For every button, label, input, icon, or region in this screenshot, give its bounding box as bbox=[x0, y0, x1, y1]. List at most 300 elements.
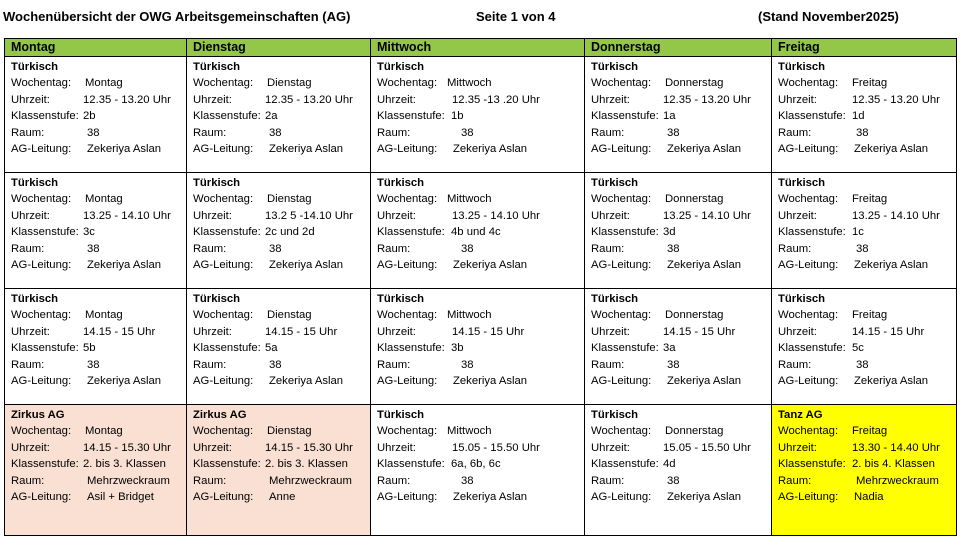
field-label: Wochentag: bbox=[193, 77, 254, 90]
ag-line-raum bbox=[778, 473, 956, 489]
ag-line-zeit bbox=[591, 208, 771, 224]
field-value: 1b bbox=[451, 110, 464, 123]
field-value: 2. bis 3. Klassen bbox=[265, 458, 348, 471]
ag-line-klasse bbox=[778, 456, 956, 472]
field-label: Uhrzeit: bbox=[193, 325, 232, 338]
field-value: 38 bbox=[461, 474, 474, 487]
ag-cell-dienstag bbox=[187, 405, 371, 536]
ag-line-raum bbox=[778, 357, 956, 373]
ag-line-leitung bbox=[377, 141, 584, 157]
ag-line-leitung bbox=[193, 257, 370, 273]
field-label: Klassenstufe: bbox=[591, 110, 659, 123]
field-value: 38 bbox=[269, 126, 282, 139]
field-label: AG-Leitung: bbox=[778, 491, 839, 504]
field-label: Uhrzeit: bbox=[591, 441, 630, 454]
field-label: AG-Leitung: bbox=[11, 491, 72, 504]
field-label: Uhrzeit: bbox=[377, 441, 416, 454]
ag-line-klasse bbox=[193, 108, 370, 124]
schedule-table bbox=[4, 38, 957, 536]
field-value: 3a bbox=[663, 342, 676, 355]
ag-line-zeit bbox=[377, 92, 584, 108]
field-value: 2c und 2d bbox=[265, 226, 315, 239]
field-label: Wochentag: bbox=[778, 77, 839, 90]
field-label: AG-Leitung: bbox=[591, 375, 652, 388]
field-value: 38 bbox=[461, 242, 474, 255]
field-label: AG-Leitung: bbox=[377, 491, 438, 504]
ag-line-zeit bbox=[778, 440, 956, 456]
ag-name: Türkisch bbox=[778, 61, 826, 73]
ag-name: Türkisch bbox=[591, 61, 639, 73]
field-label: Wochentag: bbox=[193, 309, 254, 322]
ag-cell-freitag bbox=[772, 289, 957, 405]
field-label: Raum: bbox=[377, 358, 411, 371]
ag-line-raum bbox=[778, 241, 956, 257]
field-label: Uhrzeit: bbox=[377, 93, 416, 106]
ag-line-raum bbox=[11, 241, 186, 257]
ag-line-leitung bbox=[193, 489, 370, 505]
field-label: Uhrzeit: bbox=[193, 441, 232, 454]
field-label: Uhrzeit: bbox=[377, 209, 416, 222]
ag-cell-donnerstag bbox=[585, 405, 772, 536]
field-value: 2b bbox=[83, 110, 96, 123]
field-value: Mittwoch bbox=[447, 309, 492, 322]
field-label: Raum: bbox=[193, 358, 227, 371]
field-value: Mehrzweckraum bbox=[269, 474, 352, 487]
field-value: 38 bbox=[269, 242, 282, 255]
field-value: 13.25 - 14.10 Uhr bbox=[83, 209, 171, 222]
ag-line-zeit bbox=[778, 208, 956, 224]
ag-line-zeit bbox=[193, 324, 370, 340]
ag-line-tag bbox=[11, 423, 186, 439]
page-title: Wochenübersicht der OWG Arbeitsgemeinschaften (AG) bbox=[3, 9, 351, 24]
field-label: Raum: bbox=[591, 126, 625, 139]
field-value: Zekeriya Aslan bbox=[667, 143, 742, 156]
ag-line-raum bbox=[11, 125, 186, 141]
field-label: AG-Leitung: bbox=[193, 491, 254, 504]
ag-cell-freitag bbox=[772, 405, 957, 536]
ag-line-klasse bbox=[778, 108, 956, 124]
field-label: AG-Leitung: bbox=[591, 491, 652, 504]
field-label: Wochentag: bbox=[193, 425, 254, 438]
ag-line-leitung bbox=[778, 373, 956, 389]
status-date: (Stand November2025) bbox=[758, 9, 899, 24]
ag-line-klasse bbox=[778, 340, 956, 356]
field-label: Uhrzeit: bbox=[11, 93, 50, 106]
field-value: Zekeriya Aslan bbox=[87, 143, 162, 156]
field-value: 12.35 - 13.20 Uhr bbox=[265, 93, 353, 106]
field-value: 14.15 - 15 Uhr bbox=[265, 325, 338, 338]
field-label: Wochentag: bbox=[377, 77, 438, 90]
field-label: Klassenstufe: bbox=[193, 226, 261, 239]
field-label: Wochentag: bbox=[377, 193, 438, 206]
ag-line-klasse bbox=[591, 224, 771, 240]
field-label: Raum: bbox=[193, 474, 227, 487]
field-label: Raum: bbox=[193, 242, 227, 255]
ag-line-zeit bbox=[377, 324, 584, 340]
ag-line-tag bbox=[193, 307, 370, 323]
ag-line-zeit bbox=[193, 440, 370, 456]
ag-line-raum bbox=[11, 473, 186, 489]
field-label: Uhrzeit: bbox=[778, 325, 817, 338]
field-value: Montag bbox=[85, 425, 123, 438]
field-label: Klassenstufe: bbox=[591, 226, 659, 239]
field-value: 14.15 - 15 Uhr bbox=[663, 325, 736, 338]
field-value: Donnerstag bbox=[665, 77, 724, 90]
field-value: Zekeriya Aslan bbox=[269, 143, 344, 156]
ag-name: Türkisch bbox=[193, 61, 241, 73]
field-value: Freitag bbox=[852, 309, 888, 322]
field-value: 3d bbox=[663, 226, 676, 239]
ag-line-raum bbox=[377, 473, 584, 489]
ag-line-klasse bbox=[11, 456, 186, 472]
ag-line-tag bbox=[377, 191, 584, 207]
slot-row bbox=[5, 173, 957, 289]
day-header-freitag: Freitag bbox=[772, 39, 957, 57]
ag-line-zeit bbox=[591, 92, 771, 108]
field-label: Uhrzeit: bbox=[377, 325, 416, 338]
field-label: Raum: bbox=[591, 358, 625, 371]
ag-line-tag bbox=[193, 423, 370, 439]
slot-row bbox=[5, 405, 957, 536]
field-label: Uhrzeit: bbox=[591, 93, 630, 106]
field-value: Zekeriya Aslan bbox=[453, 491, 528, 504]
field-value: Zekeriya Aslan bbox=[667, 259, 742, 272]
field-value: 1c bbox=[852, 226, 864, 239]
field-value: Zekeriya Aslan bbox=[269, 375, 344, 388]
field-value: 12.35 - 13.20 Uhr bbox=[852, 93, 940, 106]
ag-line-raum bbox=[591, 473, 771, 489]
ag-line-zeit bbox=[11, 324, 186, 340]
field-value: Zekeriya Aslan bbox=[453, 143, 528, 156]
field-label: Raum: bbox=[778, 242, 812, 255]
ag-line-klasse bbox=[377, 340, 584, 356]
ag-line-leitung bbox=[591, 373, 771, 389]
ag-line-tag bbox=[377, 75, 584, 91]
ag-line-zeit bbox=[193, 208, 370, 224]
ag-line-tag bbox=[778, 423, 956, 439]
ag-cell-freitag bbox=[772, 57, 957, 173]
field-value: 4d bbox=[663, 458, 676, 471]
field-value: Donnerstag bbox=[665, 425, 724, 438]
ag-line-raum bbox=[193, 241, 370, 257]
field-value: 2a bbox=[265, 110, 278, 123]
field-value: 38 bbox=[856, 242, 869, 255]
day-header-row bbox=[5, 39, 957, 57]
ag-cell-dienstag bbox=[187, 289, 371, 405]
ag-name: Tanz AG bbox=[778, 409, 823, 421]
ag-line-tag bbox=[778, 75, 956, 91]
field-value: Montag bbox=[85, 77, 123, 90]
field-value: 5c bbox=[852, 342, 864, 355]
field-label: Wochentag: bbox=[11, 309, 72, 322]
field-label: Klassenstufe: bbox=[591, 458, 659, 471]
field-value: 13.30 - 14.40 Uhr bbox=[852, 441, 940, 454]
field-label: Raum: bbox=[11, 358, 45, 371]
field-label: Uhrzeit: bbox=[778, 441, 817, 454]
field-value: 14.15 - 15.30 Uhr bbox=[265, 441, 353, 454]
ag-cell-mittwoch bbox=[371, 289, 585, 405]
ag-line-leitung bbox=[778, 141, 956, 157]
ag-line-zeit bbox=[591, 324, 771, 340]
ag-name: Türkisch bbox=[193, 293, 241, 305]
field-label: Wochentag: bbox=[591, 193, 652, 206]
field-value: Freitag bbox=[852, 193, 888, 206]
ag-line-leitung bbox=[193, 373, 370, 389]
field-value: Zekeriya Aslan bbox=[87, 375, 162, 388]
field-value: 38 bbox=[87, 358, 100, 371]
field-value: 38 bbox=[87, 126, 100, 139]
ag-name: Türkisch bbox=[377, 61, 425, 73]
field-label: AG-Leitung: bbox=[11, 375, 72, 388]
ag-line-tag bbox=[11, 307, 186, 323]
field-value: 38 bbox=[667, 358, 680, 371]
ag-line-raum bbox=[377, 241, 584, 257]
field-label: Raum: bbox=[591, 474, 625, 487]
ag-line-raum bbox=[591, 125, 771, 141]
ag-cell-montag bbox=[5, 405, 187, 536]
ag-line-klasse bbox=[11, 340, 186, 356]
field-value: Dienstag bbox=[267, 425, 312, 438]
ag-cell-donnerstag bbox=[585, 289, 772, 405]
ag-name: Zirkus AG bbox=[193, 409, 247, 421]
field-label: AG-Leitung: bbox=[193, 259, 254, 272]
ag-name: Türkisch bbox=[591, 293, 639, 305]
field-value: Mehrzweckraum bbox=[87, 474, 170, 487]
field-label: Klassenstufe: bbox=[193, 110, 261, 123]
field-value: 1a bbox=[663, 110, 676, 123]
field-label: Wochentag: bbox=[11, 193, 72, 206]
ag-cell-montag bbox=[5, 289, 187, 405]
field-label: Raum: bbox=[377, 242, 411, 255]
ag-line-klasse bbox=[193, 456, 370, 472]
field-value: Mittwoch bbox=[447, 425, 492, 438]
field-label: Raum: bbox=[778, 358, 812, 371]
field-value: 13.25 - 14.10 Uhr bbox=[663, 209, 751, 222]
field-label: Uhrzeit: bbox=[591, 325, 630, 338]
field-label: Uhrzeit: bbox=[193, 209, 232, 222]
field-value: 38 bbox=[856, 358, 869, 371]
field-label: Raum: bbox=[778, 474, 812, 487]
field-label: Klassenstufe: bbox=[778, 458, 846, 471]
ag-name: Türkisch bbox=[11, 293, 59, 305]
field-label: Klassenstufe: bbox=[11, 110, 79, 123]
ag-name: Türkisch bbox=[11, 177, 59, 189]
ag-line-leitung bbox=[377, 257, 584, 273]
field-label: AG-Leitung: bbox=[591, 143, 652, 156]
ag-line-raum bbox=[591, 241, 771, 257]
field-value: Anne bbox=[269, 491, 296, 504]
field-value: 6a, 6b, 6c bbox=[451, 458, 501, 471]
field-label: Wochentag: bbox=[377, 309, 438, 322]
field-label: AG-Leitung: bbox=[778, 259, 839, 272]
field-value: Mittwoch bbox=[447, 77, 492, 90]
ag-cell-mittwoch bbox=[371, 173, 585, 289]
field-value: 2. bis 4. Klassen bbox=[852, 458, 935, 471]
field-value: 15.05 - 15.50 Uhr bbox=[663, 441, 751, 454]
field-label: Klassenstufe: bbox=[778, 226, 846, 239]
field-value: Donnerstag bbox=[665, 309, 724, 322]
field-value: Montag bbox=[85, 309, 123, 322]
field-label: Klassenstufe: bbox=[11, 342, 79, 355]
slot-row bbox=[5, 289, 957, 405]
field-value: 38 bbox=[667, 126, 680, 139]
ag-line-leitung bbox=[377, 489, 584, 505]
field-value: 3c bbox=[83, 226, 95, 239]
ag-name: Türkisch bbox=[591, 177, 639, 189]
ag-line-tag bbox=[11, 191, 186, 207]
field-value: 15.05 - 15.50 Uhr bbox=[452, 441, 540, 454]
ag-line-raum bbox=[193, 473, 370, 489]
ag-line-zeit bbox=[193, 92, 370, 108]
field-value: Dienstag bbox=[267, 193, 312, 206]
field-label: Uhrzeit: bbox=[11, 441, 50, 454]
field-value: 13.25 - 14.10 Uhr bbox=[852, 209, 940, 222]
field-label: AG-Leitung: bbox=[377, 259, 438, 272]
field-value: 13.2 5 -14.10 Uhr bbox=[265, 209, 353, 222]
field-value: Dienstag bbox=[267, 77, 312, 90]
field-value: 12.35 - 13.20 Uhr bbox=[83, 93, 171, 106]
field-value: Montag bbox=[85, 193, 123, 206]
ag-line-tag bbox=[377, 423, 584, 439]
ag-cell-dienstag bbox=[187, 57, 371, 173]
ag-line-raum bbox=[193, 357, 370, 373]
field-value: 14.15 - 15 Uhr bbox=[852, 325, 925, 338]
field-label: AG-Leitung: bbox=[778, 143, 839, 156]
ag-name: Türkisch bbox=[591, 409, 639, 421]
ag-line-leitung bbox=[193, 141, 370, 157]
ag-line-raum bbox=[778, 125, 956, 141]
field-label: Raum: bbox=[11, 242, 45, 255]
ag-name: Türkisch bbox=[778, 293, 826, 305]
ag-line-raum bbox=[591, 357, 771, 373]
field-label: Uhrzeit: bbox=[11, 325, 50, 338]
ag-line-klasse bbox=[778, 224, 956, 240]
field-label: AG-Leitung: bbox=[377, 375, 438, 388]
field-value: 38 bbox=[667, 474, 680, 487]
field-value: Freitag bbox=[852, 425, 888, 438]
ag-line-raum bbox=[377, 357, 584, 373]
field-label: Wochentag: bbox=[193, 193, 254, 206]
field-label: Klassenstufe: bbox=[11, 226, 79, 239]
ag-line-klasse bbox=[377, 108, 584, 124]
field-value: 12.35 -13 .20 Uhr bbox=[452, 93, 540, 106]
field-label: Raum: bbox=[377, 474, 411, 487]
ag-line-tag bbox=[591, 423, 771, 439]
ag-line-klasse bbox=[591, 456, 771, 472]
ag-cell-montag bbox=[5, 57, 187, 173]
ag-name: Türkisch bbox=[377, 409, 425, 421]
field-value: 38 bbox=[667, 242, 680, 255]
ag-name: Türkisch bbox=[377, 293, 425, 305]
field-label: Klassenstufe: bbox=[193, 342, 261, 355]
field-value: 38 bbox=[87, 242, 100, 255]
field-label: Wochentag: bbox=[778, 309, 839, 322]
ag-line-tag bbox=[591, 75, 771, 91]
field-value: 5b bbox=[83, 342, 96, 355]
field-label: Wochentag: bbox=[778, 193, 839, 206]
page-number: Seite 1 von 4 bbox=[476, 9, 556, 24]
field-label: Klassenstufe: bbox=[11, 458, 79, 471]
field-value: 5a bbox=[265, 342, 278, 355]
ag-line-tag bbox=[591, 191, 771, 207]
ag-line-zeit bbox=[377, 208, 584, 224]
ag-line-leitung bbox=[11, 489, 186, 505]
ag-cell-donnerstag bbox=[585, 173, 772, 289]
ag-line-tag bbox=[778, 191, 956, 207]
ag-line-leitung bbox=[591, 257, 771, 273]
ag-line-tag bbox=[11, 75, 186, 91]
ag-cell-freitag bbox=[772, 173, 957, 289]
field-value: 13.25 - 14.10 Uhr bbox=[452, 209, 540, 222]
ag-name: Türkisch bbox=[193, 177, 241, 189]
ag-line-tag bbox=[377, 307, 584, 323]
ag-line-klasse bbox=[193, 224, 370, 240]
ag-line-raum bbox=[193, 125, 370, 141]
ag-line-tag bbox=[591, 307, 771, 323]
ag-name: Türkisch bbox=[11, 61, 59, 73]
field-label: Klassenstufe: bbox=[591, 342, 659, 355]
ag-line-zeit bbox=[11, 92, 186, 108]
field-label: Raum: bbox=[591, 242, 625, 255]
field-label: AG-Leitung: bbox=[377, 143, 438, 156]
field-value: 4b und 4c bbox=[451, 226, 501, 239]
field-label: Uhrzeit: bbox=[11, 209, 50, 222]
ag-line-klasse bbox=[591, 108, 771, 124]
ag-line-leitung bbox=[591, 489, 771, 505]
field-label: Klassenstufe: bbox=[377, 226, 445, 239]
field-value: Zekeriya Aslan bbox=[854, 143, 929, 156]
ag-line-zeit bbox=[11, 208, 186, 224]
field-label: Wochentag: bbox=[591, 425, 652, 438]
ag-cell-montag bbox=[5, 173, 187, 289]
field-label: Raum: bbox=[778, 126, 812, 139]
field-label: Raum: bbox=[193, 126, 227, 139]
day-header-mittwoch: Mittwoch bbox=[371, 39, 585, 57]
field-label: Klassenstufe: bbox=[778, 342, 846, 355]
field-value: Zekeriya Aslan bbox=[854, 259, 929, 272]
field-value: 38 bbox=[461, 358, 474, 371]
ag-line-leitung bbox=[778, 489, 956, 505]
field-value: Zekeriya Aslan bbox=[453, 259, 528, 272]
field-label: AG-Leitung: bbox=[778, 375, 839, 388]
field-value: Mehrzweckraum bbox=[856, 474, 939, 487]
field-label: Klassenstufe: bbox=[193, 458, 261, 471]
ag-name: Türkisch bbox=[377, 177, 425, 189]
field-label: AG-Leitung: bbox=[193, 143, 254, 156]
field-value: Zekeriya Aslan bbox=[854, 375, 929, 388]
ag-cell-dienstag bbox=[187, 173, 371, 289]
ag-line-leitung bbox=[778, 257, 956, 273]
ag-line-klasse bbox=[591, 340, 771, 356]
field-value: Zekeriya Aslan bbox=[87, 259, 162, 272]
field-value: 14.15 - 15.30 Uhr bbox=[83, 441, 171, 454]
field-value: Zekeriya Aslan bbox=[269, 259, 344, 272]
ag-line-klasse bbox=[377, 456, 584, 472]
field-label: Klassenstufe: bbox=[377, 110, 445, 123]
field-value: 12.35 - 13.20 Uhr bbox=[663, 93, 751, 106]
ag-line-zeit bbox=[591, 440, 771, 456]
field-label: Klassenstufe: bbox=[377, 342, 445, 355]
field-value: 1d bbox=[852, 110, 865, 123]
field-label: Klassenstufe: bbox=[778, 110, 846, 123]
ag-name: Zirkus AG bbox=[11, 409, 65, 421]
ag-line-tag bbox=[778, 307, 956, 323]
field-label: Raum: bbox=[377, 126, 411, 139]
ag-line-tag bbox=[193, 191, 370, 207]
field-value: Zekeriya Aslan bbox=[453, 375, 528, 388]
field-label: Wochentag: bbox=[377, 425, 438, 438]
ag-line-zeit bbox=[11, 440, 186, 456]
